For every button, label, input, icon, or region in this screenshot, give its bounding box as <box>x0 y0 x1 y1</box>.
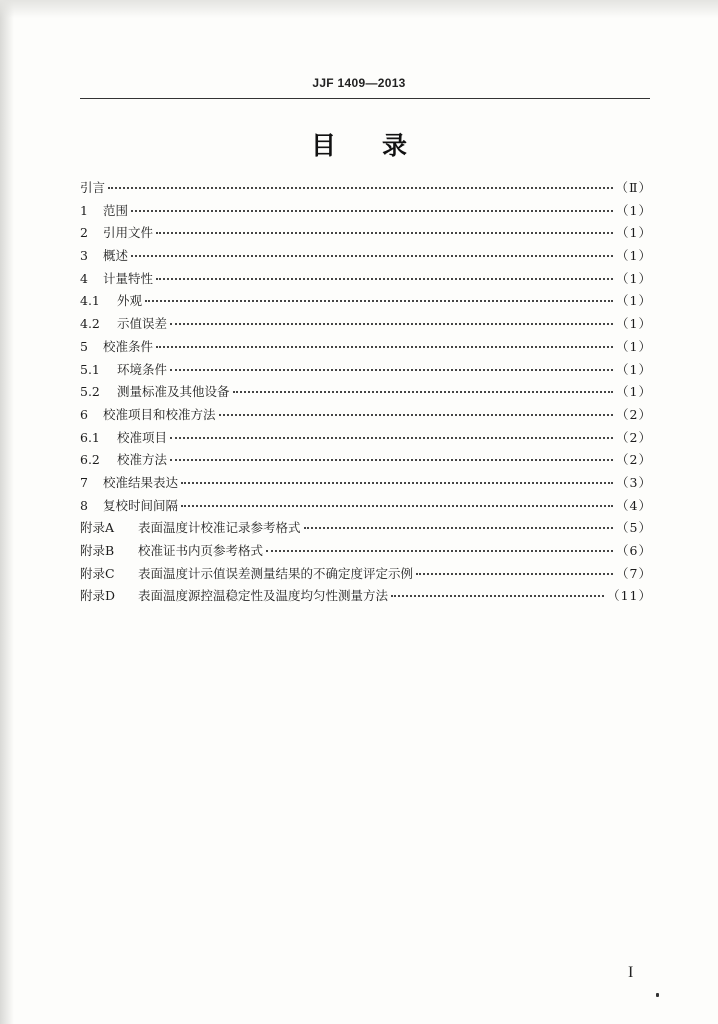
toc-entry-number: 5.2 <box>80 384 100 400</box>
toc-dot-leader <box>145 299 613 302</box>
toc-entry-preface[interactable] <box>80 178 652 201</box>
toc-entry-number: 附录C <box>80 565 115 581</box>
toc-entry-page: （6） <box>616 543 652 558</box>
toc-dot-leader <box>170 368 613 371</box>
toc-entry-page: （7） <box>616 565 652 581</box>
toc-entry-page: （2） <box>616 406 652 422</box>
toc-entry-number: 5.1 <box>80 361 100 377</box>
toc-entry-number: 1 <box>80 202 88 218</box>
toc-entry-title: 示值误差 <box>117 316 168 332</box>
toc-entry-appendix-b[interactable] <box>80 541 652 564</box>
toc-entry-number: 3 <box>80 248 88 264</box>
toc-entry-page: （11） <box>607 588 652 604</box>
toc-entry-4-1[interactable] <box>80 291 652 314</box>
toc-entry-title: 范围 <box>103 202 129 218</box>
toc-entry-4[interactable] <box>80 269 652 292</box>
toc-entry-title: 校准条件 <box>103 338 154 354</box>
toc-entry-number: 4.2 <box>80 316 100 332</box>
toc-dot-leader <box>219 413 614 416</box>
table-of-contents <box>80 178 652 609</box>
toc-entry-title: 表面温度源控温稳定性及温度均匀性测量方法 <box>138 588 389 604</box>
toc-entry-5[interactable] <box>80 337 652 360</box>
toc-entry-title: 校准结果表达 <box>103 474 179 490</box>
toc-entry-title: 测量标准及其他设备 <box>117 384 230 400</box>
toc-entry-title: 计量特性 <box>103 270 154 286</box>
toc-entry-6[interactable] <box>80 405 652 428</box>
toc-entry-number: 4 <box>80 270 88 286</box>
toc-entry-page: （1） <box>616 270 652 286</box>
toc-dot-leader <box>156 277 613 280</box>
toc-entry-3[interactable] <box>80 246 652 269</box>
toc-dot-leader <box>181 481 613 484</box>
toc-entry-number: 附录D <box>80 588 116 604</box>
toc-dot-leader <box>131 209 613 212</box>
toc-entry-appendix-c[interactable] <box>80 564 652 587</box>
toc-entry-number: 6.2 <box>80 452 100 468</box>
toc-entry-page: （3） <box>616 474 652 490</box>
toc-entry-6-1[interactable] <box>80 428 652 451</box>
toc-entry-title: 引用文件 <box>103 225 154 241</box>
toc-entry-7[interactable] <box>80 473 652 496</box>
toc-entry-page: （1） <box>616 338 652 354</box>
toc-entry-page: （1） <box>616 248 652 264</box>
toc-entry-number: 7 <box>80 474 88 490</box>
toc-entry-number: 4.1 <box>80 293 100 309</box>
toc-dot-leader <box>131 254 613 257</box>
toc-entry-title: 环境条件 <box>117 361 168 377</box>
toc-dot-leader <box>170 436 613 439</box>
toc-entry-title: 表面温度计校准记录参考格式 <box>138 520 301 536</box>
toc-dot-leader <box>391 594 604 597</box>
toc-entry-4-2[interactable] <box>80 314 652 337</box>
toc-entry-title: 校准项目 <box>117 429 168 445</box>
toc-entry-page: （4） <box>616 497 652 513</box>
toc-entry-page: （2） <box>616 429 652 445</box>
toc-dot-leader <box>170 458 613 461</box>
toc-entry-number: 2 <box>80 225 88 241</box>
toc-entry-number: 附录A <box>80 520 115 536</box>
toc-entry-number: 6 <box>80 406 88 422</box>
toc-entry-title: 复校时间间隔 <box>103 497 179 513</box>
toc-dot-leader <box>156 231 613 234</box>
toc-dot-leader <box>266 549 613 552</box>
toc-dot-leader <box>156 345 613 348</box>
toc-dot-leader <box>233 390 614 393</box>
scan-shadow-top <box>0 0 718 18</box>
toc-entry-title: 概述 <box>103 248 129 264</box>
toc-entry-title: 校准项目和校准方法 <box>103 406 216 422</box>
toc-entry-title: 表面温度计示值误差测量结果的不确定度评定示例 <box>138 565 414 581</box>
page-title-char-1: 目 <box>310 131 336 160</box>
toc-entry-page: （5） <box>616 520 652 536</box>
toc-entry-1[interactable] <box>80 201 652 224</box>
toc-dot-leader <box>108 186 612 189</box>
toc-dot-leader <box>304 526 614 529</box>
toc-entry-page: （1） <box>616 361 652 377</box>
toc-entry-8[interactable] <box>80 496 652 519</box>
toc-dot-leader <box>181 504 613 507</box>
toc-entry-5-1[interactable] <box>80 360 652 383</box>
toc-entry-title: 外观 <box>117 293 143 309</box>
toc-entry-page: （1） <box>616 384 652 400</box>
toc-entry-number: 附录B <box>80 543 115 558</box>
scan-speck <box>656 993 659 997</box>
toc-entry-page: （Ⅱ） <box>615 180 652 195</box>
standard-code-header: JJF 1409—2013 <box>312 76 406 90</box>
toc-entry-page: （2） <box>616 452 652 468</box>
toc-entry-page: （1） <box>616 293 652 309</box>
toc-entry-title: 校准方法 <box>117 452 168 468</box>
toc-entry-2[interactable] <box>80 223 652 246</box>
toc-entry-number: 5 <box>80 338 88 354</box>
toc-entry-appendix-a[interactable] <box>80 518 652 541</box>
toc-dot-leader <box>170 322 613 325</box>
toc-dot-leader <box>416 572 613 575</box>
header-rule <box>80 98 650 99</box>
toc-entry-title: 校准证书内页参考格式 <box>138 543 264 558</box>
toc-entry-page: （1） <box>616 202 652 218</box>
toc-entry-6-2[interactable] <box>80 450 652 473</box>
page-number: I <box>628 964 634 981</box>
toc-entry-page: （1） <box>616 316 652 332</box>
page-title-char-2: 录 <box>382 131 408 160</box>
toc-entry-number: 6.1 <box>80 429 100 445</box>
toc-entry-appendix-d[interactable] <box>80 586 652 609</box>
toc-entry-number: 8 <box>80 497 88 513</box>
page-title <box>0 126 718 162</box>
toc-entry-page: （1） <box>616 225 652 241</box>
toc-entry-title: 引言 <box>80 180 106 195</box>
toc-entry-5-2[interactable] <box>80 382 652 405</box>
